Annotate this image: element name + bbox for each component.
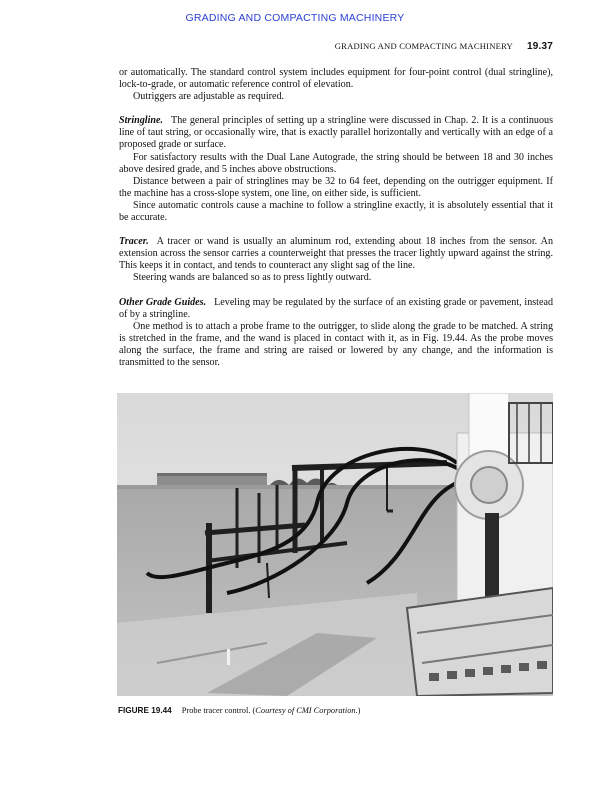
paragraph-text: One method is to attach a probe frame to the outrigger, to slide along the grade to be matched. A string is stretched in the frame, and the wand is placed in contact with it, as in Fig. 19.44. As the probe moves along the surface, the frame and string are raised or lowered by any change, and the information is transmitted to the sensor.	[119, 320, 553, 368]
paragraph	[119, 152, 553, 176]
top-banner: GRADING AND COMPACTING MACHINERY	[185, 12, 405, 24]
section-paragraph	[119, 236, 553, 272]
paragraph-text: For satisfactory results with the Dual Lane Autograde, the string should be between 18 and 30 inches above desired grade, and 5 inches above obstructions.	[119, 151, 553, 175]
caption-credit-close: )	[357, 706, 361, 715]
caption-credit: Courtesy of CMI Corporation.	[255, 706, 358, 715]
paragraph-text: Since automatic controls cause a machine to follow a stringline exactly, it is absolutely essential that it be accurate.	[119, 199, 553, 224]
paragraph	[119, 200, 553, 224]
paragraph	[119, 176, 553, 200]
caption-credit-open: (	[252, 706, 256, 715]
section-paragraph	[119, 115, 553, 151]
paragraph	[119, 67, 553, 91]
caption-text: Probe tracer control.	[181, 706, 251, 715]
paragraph-text: Steering wands are balanced so as to press lightly outward.	[133, 272, 372, 284]
running-head-title: GRADING AND COMPACTING MACHINERY	[334, 41, 513, 51]
probe-tracer-photo	[117, 393, 553, 696]
running-head	[119, 41, 553, 52]
section-heading: Other Grade Guides.	[119, 296, 207, 308]
section-heading: Tracer.	[119, 236, 149, 248]
paragraph	[119, 272, 553, 284]
photo-illustration	[117, 393, 553, 696]
body-text	[119, 67, 553, 369]
section-heading: Stringline.	[119, 115, 164, 127]
paragraph-text: Distance between a pair of stringlines may be 32 to 64 feet, depending on the outrigger equipment. If the machine has a cross-slope system, one line, on either side, is sufficient.	[119, 175, 553, 199]
section-paragraph	[119, 297, 553, 321]
paragraph-text: The general principles of setting up a stringline were discussed in Chap. 2. It is a continuous line of taut string, or occasionally wire, that is exactly parallel horizontally and vertically with an edge of a proposed grade or surface.	[119, 115, 553, 151]
paragraph-text: A tracer or wand is usually an aluminum rod, extending about 18 inches from the sensor. An extension across the sensor carries a counterweight that presses the tracer lightly upward against the string. This keeps it in contact, and tends to counteract any slight sag of the line.	[119, 236, 553, 272]
page-number: 19.37	[526, 41, 553, 52]
figure-label: FIGURE 19.44	[118, 706, 172, 715]
paragraph-text: or automatically. The standard control system includes equipment for four-point control (dual stringline), lock-to-grade, or automatic reference control of elevation.	[119, 67, 553, 91]
paragraph-text: Outriggers are adjustable as required.	[133, 91, 285, 103]
paragraph	[119, 321, 553, 369]
figure-caption	[118, 706, 554, 715]
paragraph-text: Leveling may be regulated by the surface of an existing grade or pavement, instead of by a stringline.	[119, 296, 553, 320]
paragraph	[119, 91, 553, 103]
